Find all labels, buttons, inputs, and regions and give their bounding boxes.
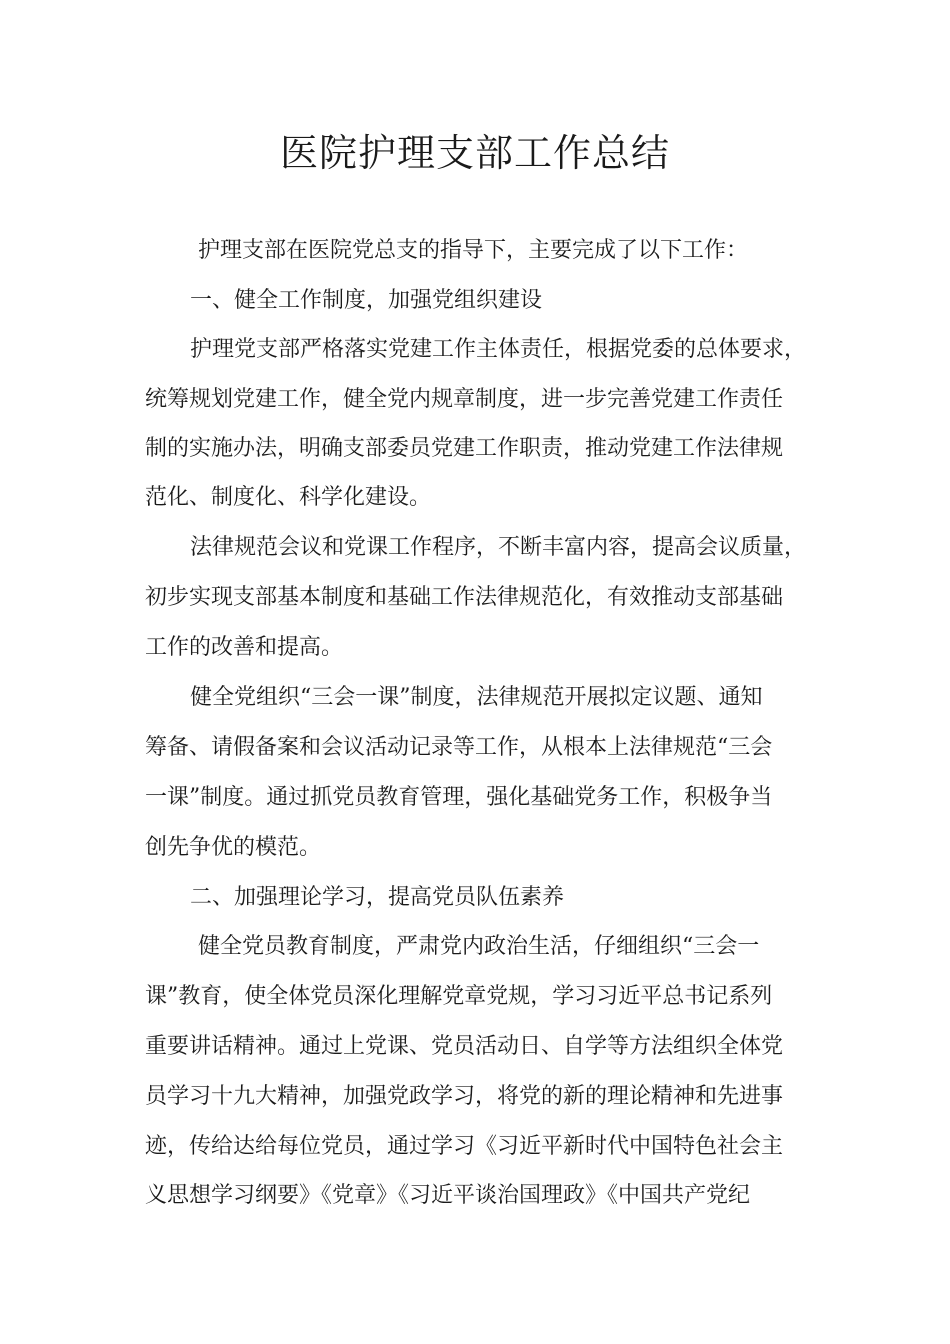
paragraph-4-line-1: 健全党员教育制度，严肃党内政治生活，仔细组织“三会一	[198, 934, 760, 959]
paragraph-2-line-1: 法律规范会议和党课工作程序，不断丰富内容，提高会议质量，	[190, 535, 807, 560]
section-heading-2: 二、加强理论学习，提高党员队伍素养	[190, 885, 565, 910]
document-title: 医院护理支部工作总结	[279, 131, 670, 175]
paragraph-4-line-2: 课”教育，使全体党员深化理解党章党规，学习习近平总书记系列	[145, 984, 773, 1009]
paragraph-4-line-6: 义思想学习纲要》《党章》《习近平谈治国理政》《中国共产党纪	[145, 1183, 751, 1208]
paragraph-4-line-3: 重要讲话精神。通过上党课、党员活动日、自学等方法组织全体党	[145, 1034, 784, 1059]
paragraph-3-line-4: 创先争优的模范。	[145, 835, 322, 860]
paragraph-1-line-2: 统筹规划党建工作，健全党内规章制度，进一步完善党建工作责任	[145, 387, 784, 412]
paragraph-1-line-4: 范化、制度化、科学化建设。	[145, 485, 432, 510]
paragraph-3-line-3: 一课”制度。通过抓党员教育管理，强化基础党务工作，积极争当	[145, 785, 773, 810]
paragraph-4-line-5: 迹，传给达给每位党员，通过学习《习近平新时代中国特色社会主	[145, 1134, 784, 1159]
paragraph-1-line-1: 护理党支部严格落实党建工作主体责任，根据党委的总体要求，	[190, 337, 807, 362]
paragraph-2-line-2: 初步实现支部基本制度和基础工作法律规范化，有效推动支部基础	[145, 585, 784, 610]
paragraph-1-line-3: 制的实施办法，明确支部委员党建工作职责，推动党建工作法律规	[145, 436, 784, 461]
paragraph-4-line-4: 员学习十九大精神，加强党政学习，将党的新的理论精神和先进事	[145, 1084, 784, 1109]
intro-line: 护理支部在医院党总支的指导下，主要完成了以下工作：	[198, 238, 749, 263]
paragraph-3-line-2: 筹备、请假备案和会议活动记录等工作，从根本上法律规范“三会	[145, 735, 773, 760]
section-heading-1: 一、健全工作制度，加强党组织建设	[190, 288, 543, 313]
paragraph-3-line-1: 健全党组织“三会一课”制度，法律规范开展拟定议题、通知	[190, 685, 763, 710]
paragraph-2-line-3: 工作的改善和提高。	[145, 635, 344, 660]
